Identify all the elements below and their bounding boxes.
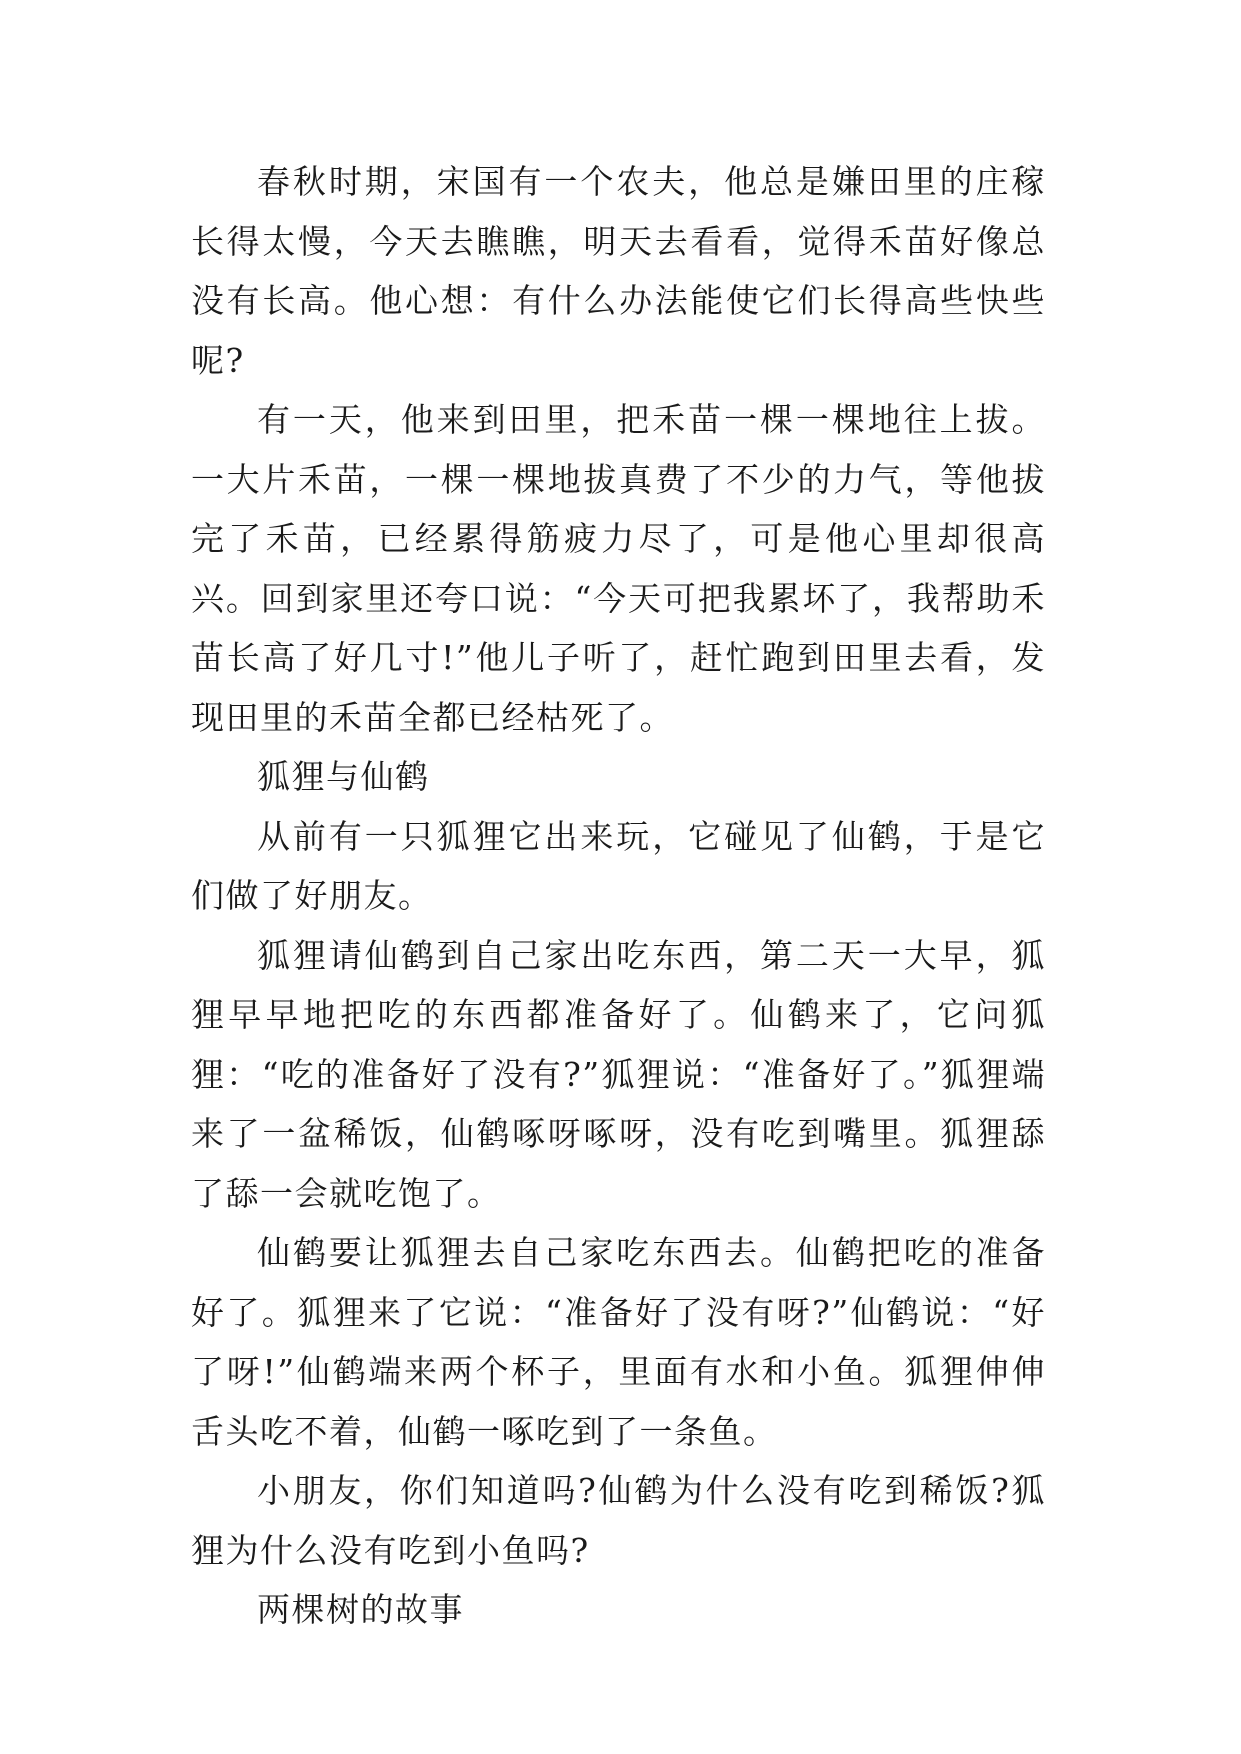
- story-title-two-trees: 两棵树的故事: [257, 1590, 464, 1629]
- story-title-fox-crane: 狐狸与仙鹤: [257, 757, 430, 796]
- paragraph-farmer-pulling: 有一天，他来到田里，把禾苗一棵一棵地往上拔。一大片禾苗，一棵一棵地拔真费了不少的力气，等他拔完了禾苗，已经累得筋疲力尽了，可是他心里却很高兴。回到家里还夸口说：“今天可把我累坏了，我帮助禾苗长高了好几寸!”他儿子听了，赶忙跑到田里去看，发现田里的禾苗全都已经枯死了。: [191, 400, 1046, 737]
- paragraph-farmer-intro: 春秋时期，宋国有一个农夫，他总是嫌田里的庄稼长得太慢，今天去瞧瞧，明天去看看，觉得禾苗好像总没有长高。他心想：有什么办法能使它们长得高些快些呢?: [191, 162, 1046, 380]
- paragraph-fox-invites-crane: 狐狸请仙鹤到自己家出吃东西，第二天一大早，狐狸早早地把吃的东西都准备好了。仙鹤来了，它问狐狸：“吃的准备好了没有?”狐狸说：“准备好了。”狐狸端来了一盆稀饭，仙鹤啄呀啄呀，没有吃到嘴里。狐狸舔了舔一会就吃饱了。: [191, 935, 1046, 1213]
- paragraph-crane-invites-fox: 仙鹤要让狐狸去自己家吃东西去。仙鹤把吃的准备好了。狐狸来了它说：“准备好了没有呀?”仙鹤说：“好了呀!”仙鹤端来两个杯子，里面有水和小鱼。狐狸伸伸舌头吃不着，仙鹤一啄吃到了一条鱼。: [191, 1233, 1046, 1451]
- paragraph-question: 小朋友，你们知道吗?仙鹤为什么没有吃到稀饭?狐狸为什么没有吃到小鱼吗?: [191, 1471, 1046, 1570]
- paragraph-fox-meets-crane: 从前有一只狐狸它出来玩，它碰见了仙鹤，于是它们做了好朋友。: [191, 816, 1046, 915]
- document-body: [191, 152, 1046, 1640]
